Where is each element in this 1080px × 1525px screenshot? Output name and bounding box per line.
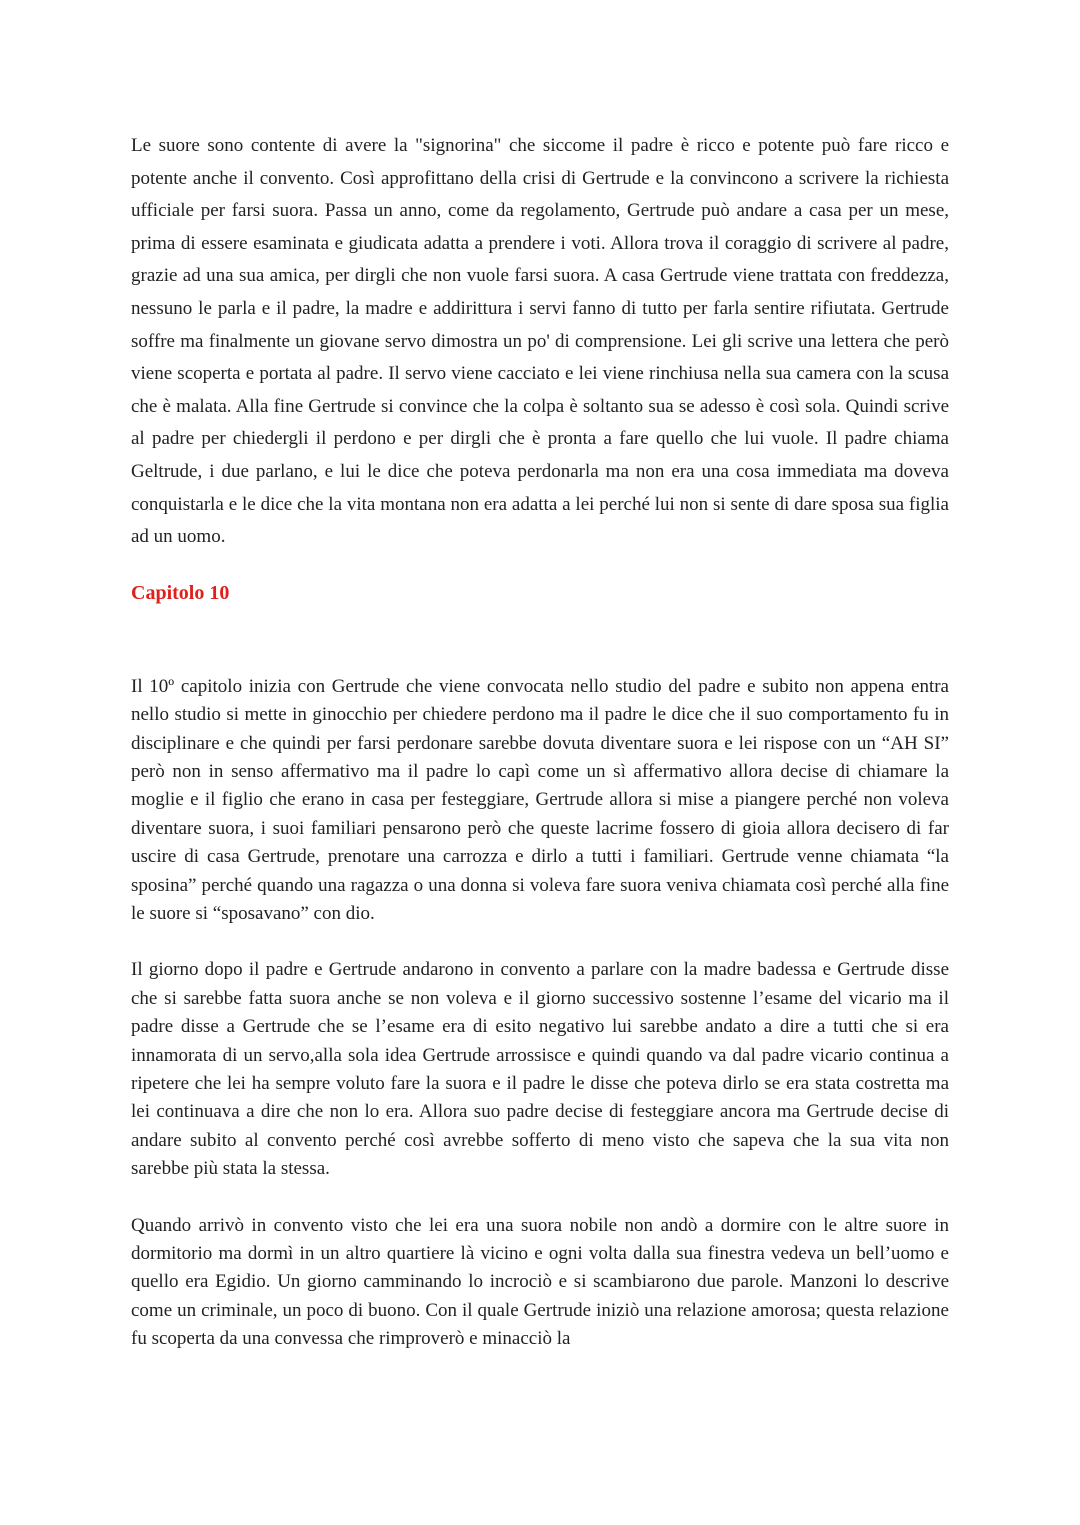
document-page xyxy=(131,130,949,1354)
chapter-paragraph: Il 10º capitolo inizia con Gertrude che viene convocata nello studio del padre e subito non appena entra nello studio si mette in ginocchio per chiedere perdono ma il padre le dice che il suo comportamento fu in disciplinare e che quindi per farsi perdonare sarebbe dovuta diventare suora e lei rispose con un “AH SI” però non in senso affermativo ma il padre lo capì come un sì affermativo allora decise di chiamare la moglie e il figlio che erano in casa per festeggiare, Gertrude allora si mise a piangere perché non voleva diventare suora, i suoi familiari pensarono però che queste lacrime fossero di gioia allora decisero di far uscire di casa Gertrude, prenotare una carrozza e dirlo a tutti i familiari. Gertrude venne chiamata “la sposina” perché quando una ragazza o una donna si voleva fare suora veniva chiamata così perché alla fine le suore si “sposavano” con dio. xyxy=(131,675,949,924)
intro-paragraph: Le suore sono contente di avere la "signorina" che siccome il padre è ricco e potente può fare ricco e potente anche il convento. Così approfittano della crisi di Gertrude e la convincono a scrivere la richiesta ufficiale per farsi suora. Passa un anno, come da regolamento, Gertrude può andare a casa per un mese, prima di essere esaminata e giudicata adatta a prendere i voti. Allora trova il coraggio di scrivere al padre, grazie ad una sua amica, per dirgli che non vuole farsi suora. A casa Gertrude viene trattata con freddezza, nessuno le parla e il padre, la madre e addirittura i servi fanno di tutto per farla sentire rifiutata. Gertrude soffre ma finalmente un giovane servo dimostra un po' di comprensione. Lei gli scrive una lettera che però viene scoperta e portata al padre. Il servo viene cacciato e lei viene rinchiusa nella sua camera con la scusa che è malata. Alla fine Gertrude si convince che la colpa è soltanto sua se adesso è così sola. Quindi scrive al padre per chiedergli il perdono e per dirgli che è pronta a fare quello che lui vuole. Il padre chiama Geltrude, i due parlano, e lui le dice che poteva perdonarla ma non era una cosa immediata ma doveva conquistarla e le dice che la vita montana non era adatta a lei perché lui non si sente di dare sposa sua figlia ad un uomo. xyxy=(131,135,949,548)
chapter-heading: Capitolo 10 xyxy=(131,581,230,604)
chapter-paragraph: Quando arrivò in convento visto che lei era una suora nobile non andò a dormire con le altre suore in dormitorio ma dormì in un altro quartiere là vicino e ogni volta dalla sua finestra vedeva un bell’uomo e quello era Egidio. Un giorno camminando lo incrociò e si scambiarono due parole. Manzoni lo descrive come un criminale, un poco di buono. Con il quale Gertrude iniziò una relazione amorosa; questa relazione fu scoperta da una convessa che rimproverò e minacciò la xyxy=(131,1214,949,1350)
chapter-paragraph: Il giorno dopo il padre e Gertrude andarono in convento a parlare con la madre badessa e Gertrude disse che si sarebbe fatta suora anche se non voleva e il giorno successivo sostenne l’esame del vicario ma il padre disse a Gertrude che se l’esame era di esito negativo lui sarebbe andato a dire a tutti che si era innamorata di un servo,alla sola idea Gertrude arrossisce e quindi quando va dal padre vicario continua a ripetere che lei ha sempre voluto fare la suora e il padre le disse che poteva dirlo se era stata costretta ma lei continuava a dire che non lo era. Allora suo padre decise di festeggiare ancora ma Gertrude decise di andare subito al convento perché così avrebbe sofferto di meno visto che sapeva che la sua vita non sarebbe più stata la stessa. xyxy=(131,959,949,1180)
